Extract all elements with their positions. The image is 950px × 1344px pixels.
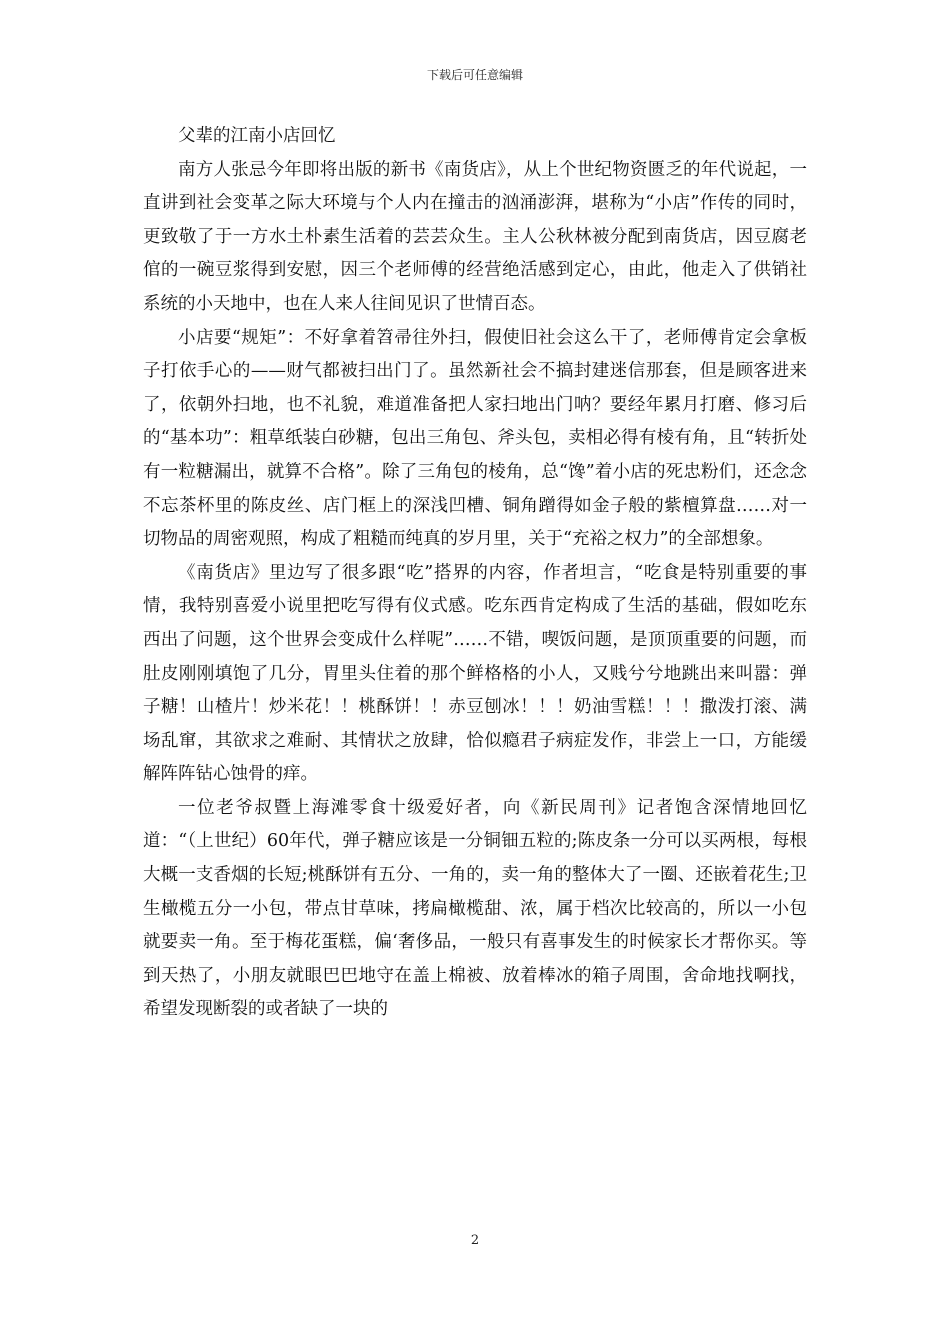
paragraph: 《南货店》里边写了很多跟“吃”搭界的内容，作者坦言，“吃食是特别重要的事情，我特别喜爱小说里把吃写得有仪式感。吃东西肯定构成了生活的基础，假如吃东西出了问题，这个世界会变成什么样呢”……不错，喫饭问题，是顶顶重要的问题，而肚皮刚刚填饱了几分，胃里头住着的那个鲜格格的小人，又贱兮兮地跳出来叫嚣：弹子糖！山楂片！炒米花！！桃酥饼！！赤豆刨冰！！！奶油雪糕！！！撒泼打滚、满场乱窜，其欲求之难耐、其情状之放肆，恰似瘾君子病症发作，非尝上一口，方能缓解阵阵钻心蚀骨的痒。 bbox=[143, 562, 807, 785]
paragraph: 小店要“规矩”：不好拿着笤帚往外扫，假使旧社会这么干了，老师傅肯定会拿板子打依手心的——财气都被扫出门了。虽然新社会不搞封建迷信那套，但是顾客进来了，依朝外扫地，也不礼貌，难道准备把人家扫地出门呐？要经年累月打磨、修习后的“基本功”：粗草纸装白砂糖，包出三角包、斧头包，卖相必得有棱有角，且“转折处有一粒糖漏出，就算不合格”。除了三角包的棱角，总“馋”着小店的死忠粉们，还念念不忘茶杯里的陈皮丝、店门框上的深浅凹槽、铜角蹭得如金子般的紫檀算盘……对一切物品的周密观照，构成了粗糙而纯真的岁月里，关于“充裕之权力”的全部想象。 bbox=[143, 327, 807, 550]
paragraph: 一位老爷叔暨上海滩零食十级爱好者，向《新民周刊》记者饱含深情地回忆道：“（上世纪）60年代，弹子糖应该是一分铜钿五粒的;陈皮条一分可以买两根，每根大概一支香烟的长短;桃酥饼有五分、一角的，卖一角的整体大了一圈、还嵌着花生;卫生橄榄五分一小包，带点甘草味，拷扁橄榄甜、浓，属于档次比较高的，所以一小包就要卖一角。至于梅花蛋糕，偏‘奢侈品，一般只有喜事发生的时候家长才帮你买。等到天热了，小朋友就眼巴巴地守在盖上棉被、放着棒冰的箱子周围，舍命地找啊找，希望发现断裂的或者缺了一块的 bbox=[143, 797, 807, 1020]
document-body bbox=[143, 120, 807, 1027]
page-header: 下载后可任意编辑 bbox=[426, 68, 523, 82]
document-title: 父辈的江南小店回忆 bbox=[178, 126, 336, 146]
page-number: 2 bbox=[470, 1233, 480, 1248]
paragraph: 南方人张忌今年即将出版的新书《南货店》，从上个世纪物资匮乏的年代说起，一直讲到社会变革之际大环境与个人内在撞击的汹涌澎湃，堪称为“小店”作传的同时，更致敬了于一方水土朴素生活着的芸芸众生。主人公秋林被分配到南货店，因豆腐老倌的一碗豆浆得到安慰，因三个老师傅的经营绝活感到定心，由此，他走入了供销社系统的小天地中，也在人来人往间见识了世情百态。 bbox=[143, 159, 807, 314]
